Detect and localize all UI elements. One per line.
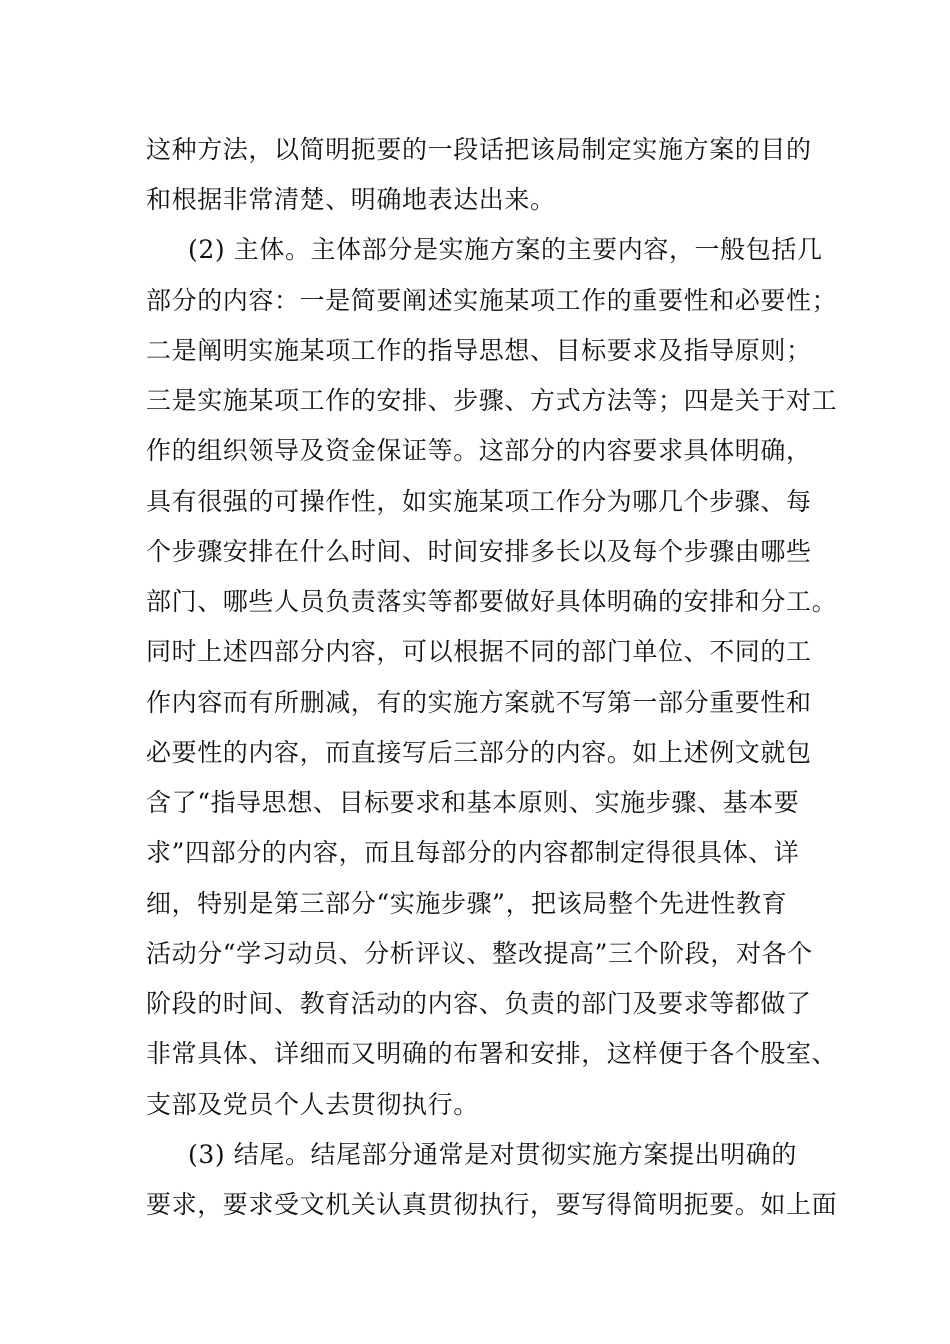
text-line: 非常具体、详细而又明确的布署和安排，这样便于各个股室、 (146, 1039, 838, 1068)
text-line: 作内容而有所删减，有的实施方案就不写第一部分重要性和 (146, 688, 812, 717)
text-line: 和根据非常清楚、明确地表达出来。 (146, 185, 556, 214)
text-line: 细，特别是第三部分“实施步骤”，把该局整个先进性教育 (146, 889, 788, 918)
text-line: 必要性的内容，而直接写后三部分的内容。如上述例文就包 (146, 738, 812, 767)
text-line: 支部及党员个人去贯彻执行。 (146, 1090, 479, 1119)
text-line: 含了“指导思想、目标要求和基本原则、实施步骤、基本要 (146, 788, 800, 817)
text-line: 部分的内容：一是简要阐述实施某项工作的重要性和必要性； (146, 286, 838, 315)
paragraph-heading-conclusion: (3) 结尾。结尾部分通常是对贯彻实施方案提出明确的 (188, 1140, 797, 1169)
text-line: 同时上述四部分内容，可以根据不同的部门单位、不同的工 (146, 637, 812, 666)
text-line: 要求，要求受文机关认真贯彻执行，要写得简明扼要。如上面 (146, 1190, 838, 1219)
text-line: 这种方法，以简明扼要的一段话把该局制定实施方案的目的 (146, 135, 812, 164)
text-line: 二是阐明实施某项工作的指导思想、目标要求及指导原则； (146, 336, 812, 365)
text-line: 阶段的时间、教育活动的内容、负责的部门及要求等都做了 (146, 989, 812, 1018)
text-line: 活动分“学习动员、分析评议、整改提高”三个阶段，对各个 (146, 939, 813, 968)
text-line: 三是实施某项工作的安排、步骤、方式方法等；四是关于对工 (146, 386, 838, 415)
text-line: 求”四部分的内容，而且每部分的内容都制定得很具体、详 (146, 838, 800, 867)
text-line: 个步骤安排在什么时间、时间安排多长以及每个步骤由哪些 (146, 537, 812, 566)
text-line: 具有很强的可操作性，如实施某项工作分为哪几个步骤、每 (146, 487, 812, 516)
text-line: 作的组织领导及资金保证等。这部分的内容要求具体明确， (146, 436, 812, 465)
paragraph-heading-main-body: (2) 主体。主体部分是实施方案的主要内容，一般包括几 (188, 235, 823, 264)
text-line: 部门、哪些人员负责落实等都要做好具体明确的安排和分工。 (146, 587, 838, 616)
